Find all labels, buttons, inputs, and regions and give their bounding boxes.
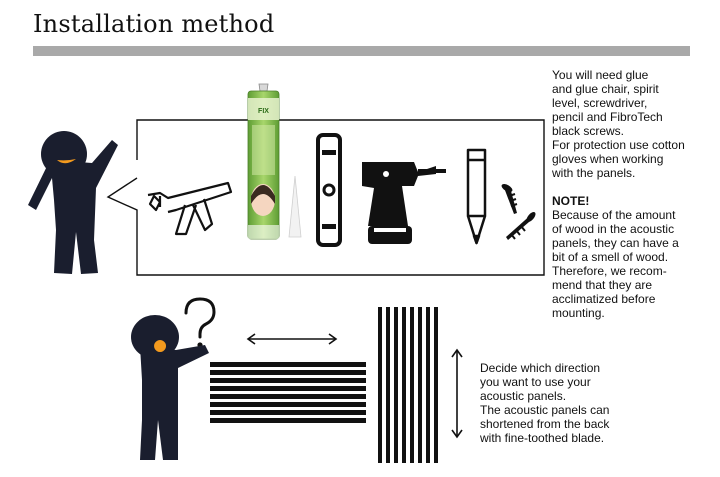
tools-line: with the panels.	[552, 166, 636, 180]
page-title: Installation method	[33, 10, 275, 38]
direction-line: Decide which direction	[480, 361, 601, 375]
acoustic-panel-horizontal	[210, 362, 366, 423]
tools-line: For protection use cotton	[552, 138, 685, 152]
tools-line: and glue chair, spirit	[552, 82, 659, 96]
figure-bottom-icon	[131, 315, 209, 460]
direction-line: shortened from the back	[480, 417, 610, 431]
note-line: bit of a smell of wood.	[552, 250, 669, 264]
note-line: acclimatized before	[552, 292, 656, 306]
direction-line: The acoustic panels can	[480, 403, 610, 417]
caulking-gun-icon	[148, 183, 231, 234]
tools-line: black screws.	[552, 124, 625, 138]
note-heading: NOTE!	[552, 194, 590, 208]
tools-line: gloves when working	[552, 152, 664, 166]
tools-line: pencil and FibroTech	[552, 110, 663, 124]
direction-line: with fine-toothed blade.	[480, 431, 605, 445]
note-line: Therefore, we recom-	[552, 264, 667, 278]
drill-icon	[362, 162, 446, 244]
glue-tube-icon	[248, 84, 301, 239]
screw-icon	[500, 182, 517, 214]
horizontal-arrow-icon	[248, 334, 336, 344]
vertical-arrow-icon	[452, 350, 462, 437]
note-line: mend that they are	[552, 278, 653, 292]
tools-line: level, screwdriver,	[552, 96, 648, 110]
acoustic-panel-vertical	[378, 307, 438, 463]
screw-icon	[506, 210, 537, 240]
note-line: mounting.	[552, 306, 605, 320]
figure-top-icon	[28, 131, 118, 274]
note-line: of wood in the acoustic	[552, 222, 675, 236]
note-line: Because of the amount	[552, 208, 676, 222]
pencil-icon	[468, 150, 485, 243]
note-line: panels, they can have a	[552, 236, 679, 250]
glue-tube-label: FIX	[258, 108, 269, 115]
spirit-level-icon	[318, 135, 340, 245]
tools-line: You will need glue	[552, 68, 649, 82]
direction-line: acoustic panels.	[480, 389, 567, 403]
direction-line: you want to use your	[480, 375, 591, 389]
question-mark-icon	[186, 299, 214, 348]
